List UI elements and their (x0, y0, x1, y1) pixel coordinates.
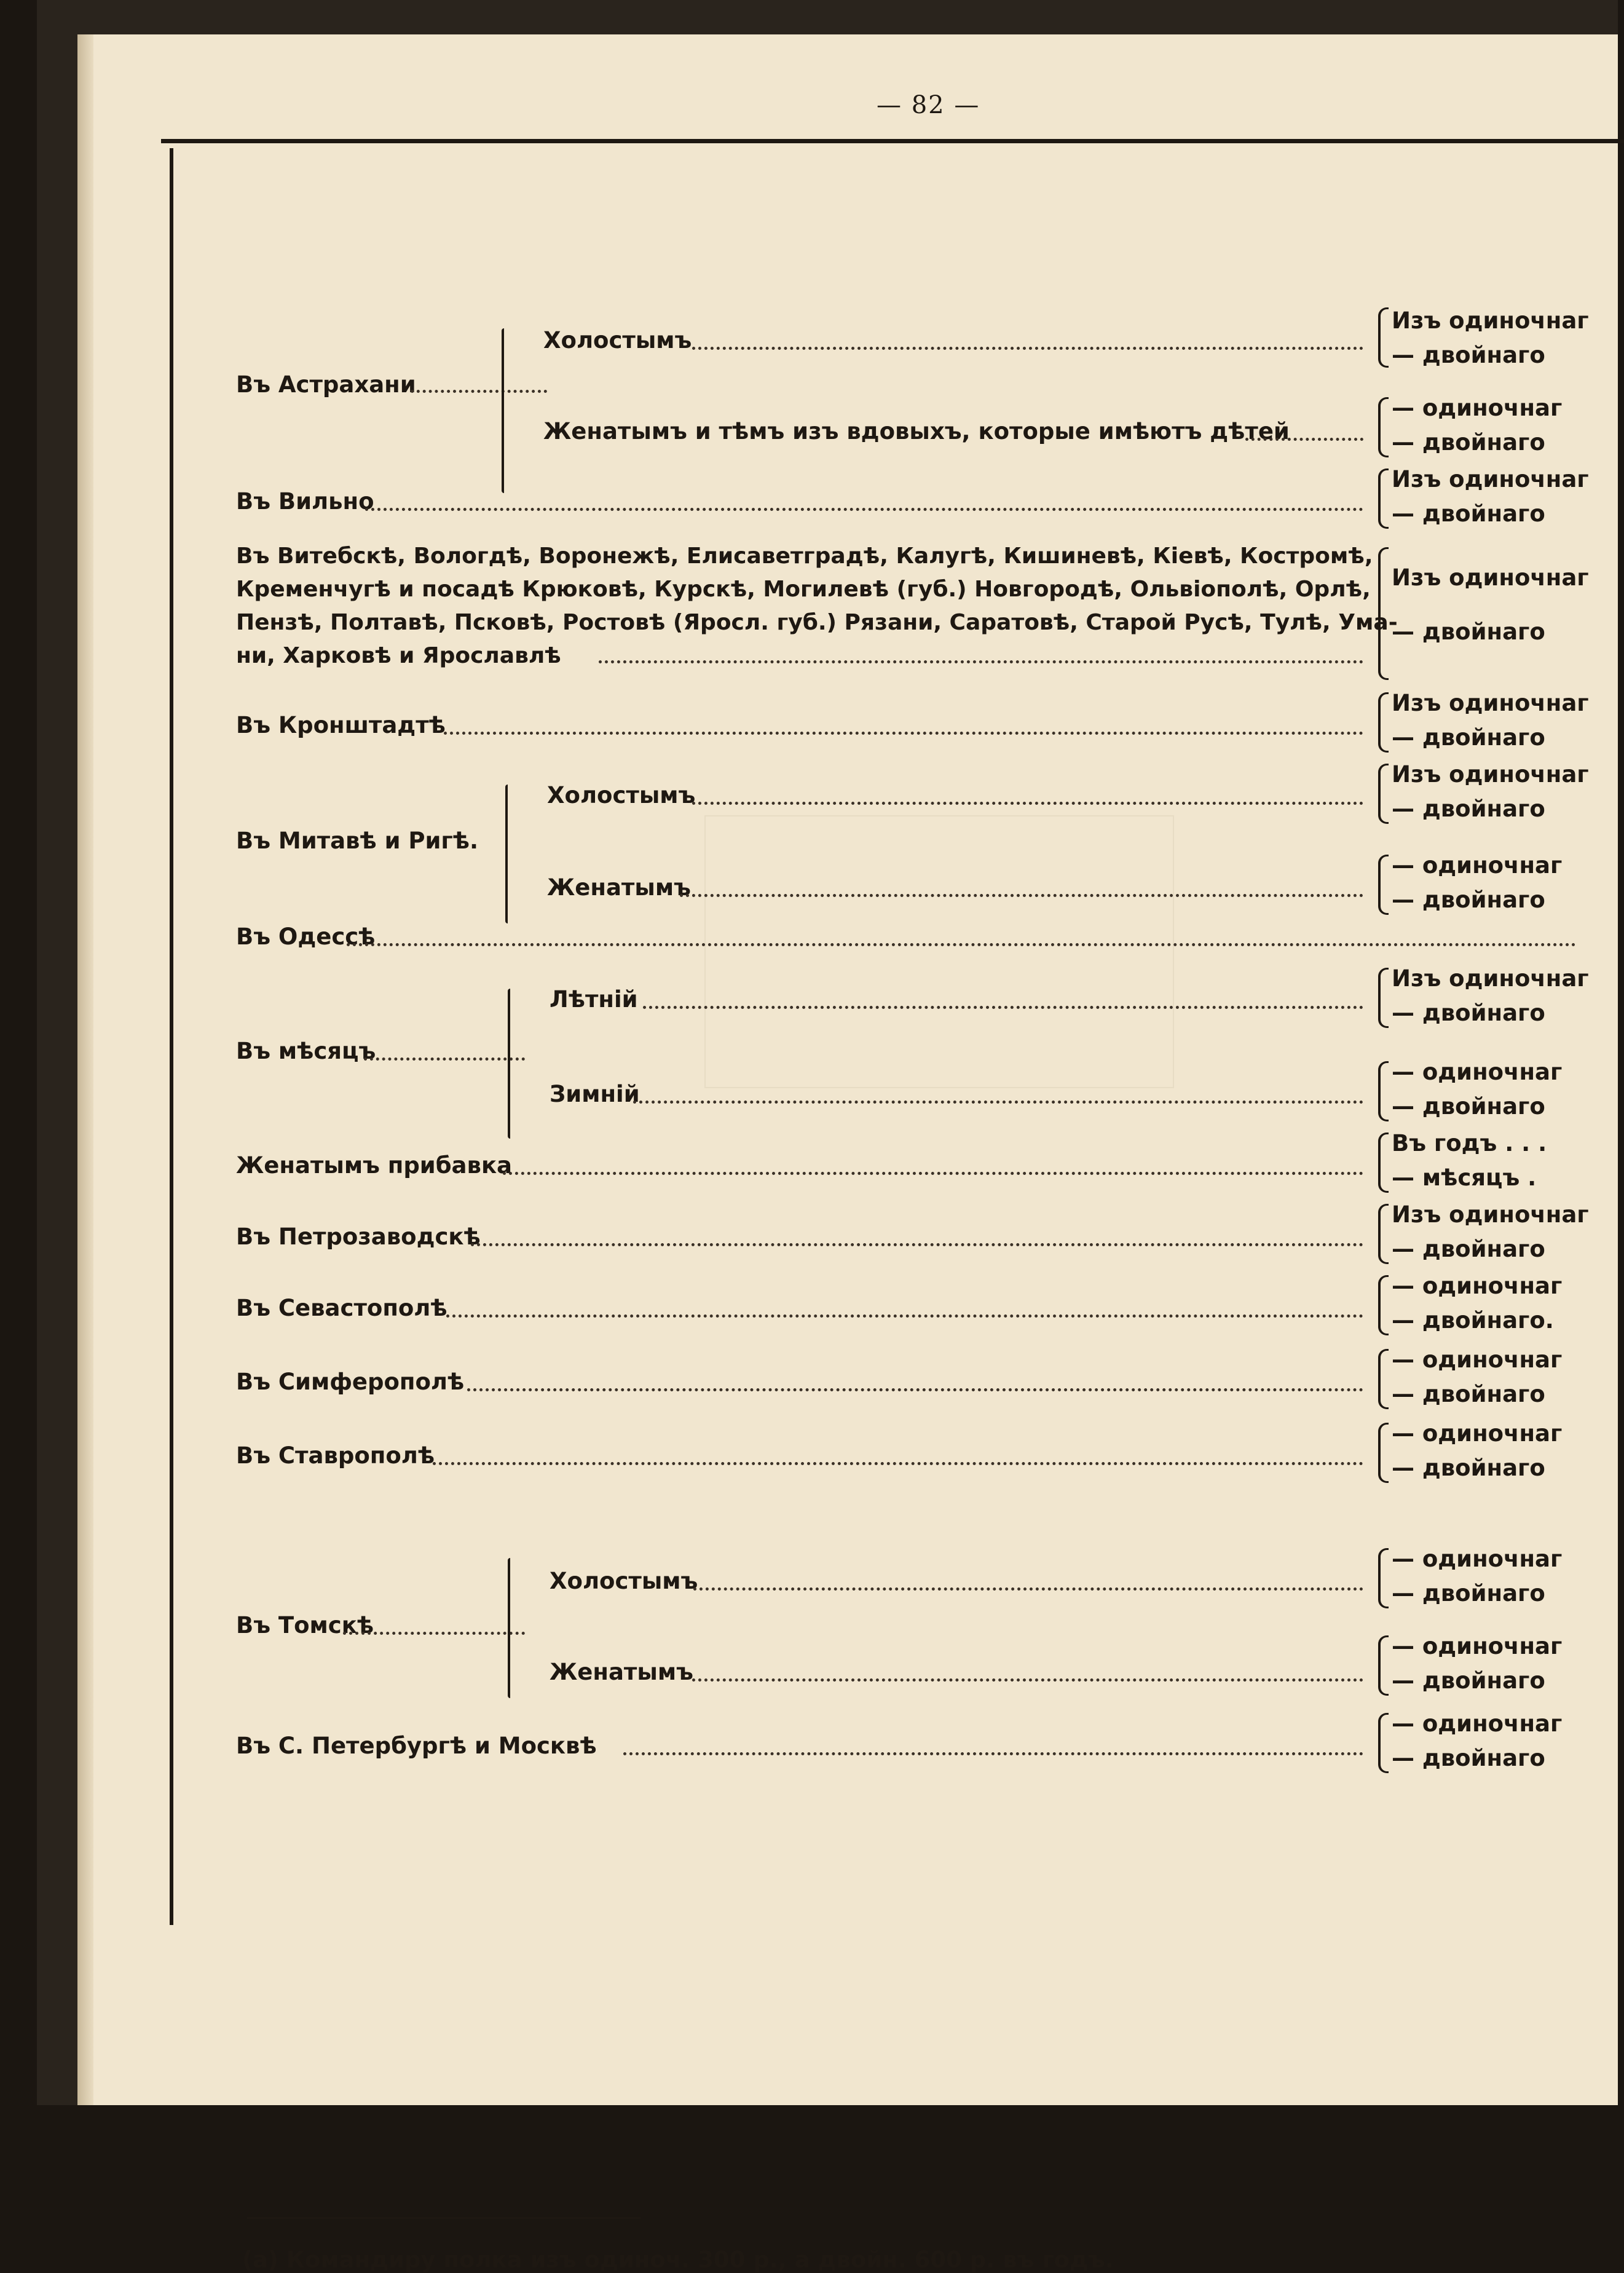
page-number: — 82 — (877, 91, 980, 119)
leader (471, 1243, 1363, 1246)
rate-double: — двойнаго (1392, 342, 1545, 368)
rate-single: Изъ одиночнаг (1392, 564, 1589, 591)
bleed-through (704, 815, 1174, 1088)
group-brace (505, 785, 508, 923)
row-cities-line-1: Въ Витебскѣ, Вологдѣ, Воронежѣ, Елисаветградѣ, Калугѣ, Кишиневѣ, Кiевѣ, Костромѣ, (236, 544, 1373, 569)
rate-single: — одиночнаг (1392, 1273, 1563, 1299)
rate-brace (1378, 1061, 1389, 1121)
rate-double: — двойнаго. (1392, 1307, 1554, 1334)
row-cities-line-4: ни, Харковѣ и Ярославлѣ (236, 643, 561, 668)
row-month-summer: Лѣтнiй (550, 986, 638, 1013)
rate-single: — одиночнаг (1392, 1633, 1563, 1659)
group-brace (508, 1558, 510, 1698)
leader (599, 660, 1363, 663)
rate-brace (1378, 547, 1389, 680)
row-married-bonus-label: Женатымъ прибавка (236, 1152, 513, 1179)
row-tomsk-married: Женатымъ (550, 1659, 693, 1685)
row-cities-line-3: Пензѣ, Полтавѣ, Псковѣ, Ростовѣ (Яросл. губ.) Рязани, Саратовѣ, Старой Русѣ, Тулѣ, Ума- (236, 610, 1398, 635)
rate-double: — двойнаго (1392, 429, 1545, 456)
rate-double: — двойнаго (1392, 1667, 1545, 1694)
row-odessa-label: Въ Одессѣ (236, 923, 376, 950)
leader (692, 347, 1363, 350)
rate-brace (1378, 855, 1389, 915)
row-astrakhan-label: Въ Астрахани (236, 371, 416, 398)
rate-single: Изъ одиночнаг (1392, 1201, 1589, 1228)
rate-single: Изъ одиночнаг (1392, 307, 1589, 334)
leader (692, 802, 1363, 805)
rate-brace (1378, 1548, 1389, 1608)
rate-brace (1378, 468, 1389, 529)
rate-brace (1378, 1349, 1389, 1409)
row-mitava-single: Холостымъ (547, 782, 696, 808)
rate-double: — двойнаго (1392, 724, 1545, 751)
rate-brace (1378, 1635, 1389, 1696)
rate-brace (1378, 1713, 1389, 1773)
leader (365, 508, 1363, 511)
rate-brace (1378, 692, 1389, 753)
leader (433, 1462, 1363, 1465)
leader (693, 1587, 1363, 1591)
rate-double: — двойнаго (1392, 1236, 1545, 1262)
rate-single: Изъ одиночнаг (1392, 466, 1589, 492)
rate-single: — одиночнаг (1392, 852, 1563, 879)
row-month-label: Въ мѣсяцъ (236, 1038, 376, 1064)
leader (623, 1752, 1363, 1755)
row-tomsk-label: Въ Томскѣ (236, 1612, 374, 1639)
rate-double: — двойнаго (1392, 1455, 1545, 1481)
rate-per-month: — мѣсяцъ . (1392, 1164, 1537, 1191)
rate-double: — двойнаго (1392, 1093, 1545, 1120)
rate-brace (1378, 764, 1389, 824)
row-astrakhan-single: Холостымъ (543, 327, 692, 354)
page (77, 34, 1618, 2273)
row-simferopol-label: Въ Симферополѣ (236, 1369, 465, 1395)
leader (444, 732, 1363, 735)
leader (1245, 438, 1363, 441)
rate-double: — двойнаго (1392, 1000, 1545, 1026)
row-tomsk-single: Холостымъ (550, 1568, 698, 1594)
row-astrakhan-married: Женатымъ и тѣмъ изъ вдовыхъ, которые имѣютъ дѣтей (543, 418, 1290, 445)
rate-brace (1378, 968, 1389, 1028)
rate-single: Изъ одиночнаг (1392, 761, 1589, 788)
leader (347, 943, 1576, 946)
row-petrozavodsk-label: Въ Петрозаводскѣ (236, 1223, 481, 1250)
rate-single: Изъ одиночнаг (1392, 690, 1589, 716)
group-brace (508, 989, 510, 1139)
rate-double: — двойнаго (1392, 500, 1545, 527)
rate-single: — одиночнаг (1392, 1420, 1563, 1447)
leader (364, 1057, 525, 1061)
rate-single: — одиночнаг (1392, 395, 1563, 421)
rate-brace (1378, 397, 1389, 457)
leader (503, 1172, 1363, 1175)
row-sevastopol-label: Въ Севастополѣ (236, 1295, 447, 1321)
rate-single: — одиночнаг (1392, 1346, 1563, 1373)
row-spb-moscow-label: Въ С. Петербургѣ и Москвѣ (236, 1733, 597, 1759)
leader (467, 1388, 1363, 1391)
rate-double: — двойнаго (1392, 796, 1545, 822)
rate-brace (1378, 1204, 1389, 1264)
leader (643, 1006, 1363, 1009)
rate-double: — двойнаго (1392, 1580, 1545, 1607)
leader (446, 1314, 1363, 1318)
leader (343, 1632, 525, 1635)
row-mitava-label: Въ Митавѣ и Ригѣ. (236, 828, 479, 854)
group-brace (502, 328, 504, 493)
page-spine-shadow (77, 34, 93, 2105)
row-vilno-label: Въ Вильно (236, 488, 374, 515)
rate-brace (1378, 1133, 1389, 1193)
rate-brace (1378, 307, 1389, 368)
rate-double: — двойнаго (1392, 1745, 1545, 1771)
rate-brace (1378, 1275, 1389, 1335)
rate-single: Изъ одиночнаг (1392, 965, 1589, 992)
row-stavropol-label: Въ Ставрополѣ (236, 1442, 435, 1469)
footnote-rule (247, 2217, 641, 2219)
footnote: (а) Командиру полка изъ одиноч. 300 р., а двойн. 600 р. въ годъ. (242, 2247, 1114, 2273)
rate-single: — одиночнаг (1392, 1059, 1563, 1085)
leader (633, 1101, 1363, 1104)
rate-single: — одиночнаг (1392, 1710, 1563, 1737)
rate-double: — двойнаго (1392, 1381, 1545, 1407)
leader (411, 390, 547, 393)
rate-double: — двойнаго (1392, 887, 1545, 913)
rate-brace (1378, 1423, 1389, 1483)
top-rule (161, 139, 1624, 143)
left-rule (170, 148, 173, 1925)
leader (692, 1678, 1363, 1682)
row-mitava-married: Женатымъ (547, 874, 691, 901)
rate-double: — двойнаго (1392, 619, 1545, 645)
rate-single: — одиночнаг (1392, 1546, 1563, 1572)
row-month-winter: Зимнiй (550, 1081, 640, 1107)
rate-per-year: Въ годъ . . . (1392, 1130, 1547, 1156)
row-kronstadt-label: Въ Кронштадтѣ (236, 712, 446, 738)
row-cities-line-2: Кременчугѣ и посадѣ Крюковѣ, Курскѣ, Могилевѣ (губ.) Новгородѣ, Ольвiополѣ, Орлѣ, (236, 577, 1371, 602)
leader (680, 894, 1363, 897)
